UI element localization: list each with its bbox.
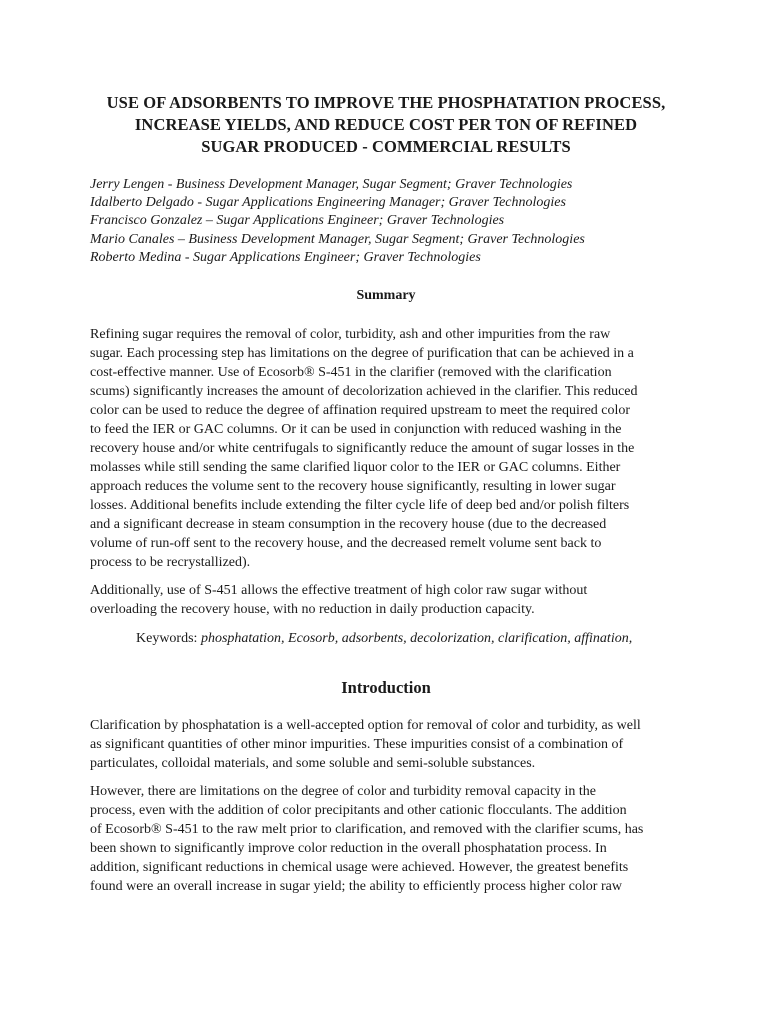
text-line: sugar. Each processing step has limitations on the degree of purification that can be achieved in a	[90, 346, 634, 362]
text-line: scums) significantly increases the amount of decolorization achieved in the clarifier. This reduced	[90, 384, 638, 400]
text-line: process to be recrystallized).	[90, 555, 251, 571]
keywords-values: phosphatation, Ecosorb, adsorbents, decolorization, clarification, affination,	[200, 631, 633, 647]
text-line: volume of run-off sent to the recovery house, and the decreased remelt volume sent back to	[90, 536, 602, 552]
text-line: losses. Additional benefits include extending the filter cycle life of deep bed and/or polish filters	[90, 498, 630, 514]
text-line: However, there are limitations on the degree of color and turbidity removal capacity in the	[90, 784, 596, 800]
text-line: particulates, colloidal materials, and some soluble and semi-soluble substances.	[90, 756, 536, 772]
text-line: found were an overall increase in sugar yield; the ability to efficiently process higher color raw	[90, 879, 622, 895]
author-line: Francisco Gonzalez – Sugar Applications Engineer; Graver Technologies	[90, 213, 505, 229]
text-line: approach reduces the volume sent to the recovery house significantly, resulting in lower sugar	[90, 479, 616, 495]
text-line: and a significant decrease in steam consumption in the recovery house (due to the decreased	[90, 517, 607, 533]
text-line: color can be used to reduce the degree of affination required upstream to meet the required color	[90, 403, 631, 419]
author-list	[90, 176, 682, 267]
text-line: been shown to significantly improve color reduction in the overall phosphatation process. In	[90, 841, 607, 857]
author-line: Roberto Medina - Sugar Applications Engineer; Graver Technologies	[90, 249, 481, 265]
keywords-line	[136, 629, 682, 648]
text-line: process, even with the addition of color precipitants and other cationic flocculants. The addition	[90, 803, 627, 819]
summary-paragraph	[90, 325, 682, 572]
introduction-heading: Introduction	[341, 678, 431, 698]
text-line: Clarification by phosphatation is a well-accepted option for removal of color and turbidity, as well	[90, 718, 641, 734]
summary-heading: Summary	[356, 288, 416, 304]
introduction-paragraph	[90, 716, 682, 773]
text-line: recovery house and/or white centrifugals to significantly reduce the amount of sugar losses in the	[90, 441, 635, 457]
text-line: of Ecosorb® S-451 to the raw melt prior to clarification, and removed with the clarifier scums, has	[90, 822, 644, 838]
text-line: addition, significant reductions in chemical usage were achieved. However, the greatest benefits	[90, 860, 629, 876]
text-line: overloading the recovery house, with no reduction in daily production capacity.	[90, 602, 535, 618]
author-line: Idalberto Delgado - Sugar Applications Engineering Manager; Graver Technologies	[90, 195, 566, 211]
title-line: INCREASE YIELDS, AND REDUCE COST PER TON OF REFINED	[134, 115, 638, 134]
author-line: Jerry Lengen - Business Development Manager, Sugar Segment; Graver Technologies	[90, 177, 573, 192]
text-line: Refining sugar requires the removal of color, turbidity, ash and other impurities from the raw	[90, 327, 611, 343]
paper-title	[90, 92, 682, 158]
text-line: molasses while still sending the same clarified liquor color to the IER or GAC columns. Either	[90, 460, 621, 476]
title-line: USE OF ADSORBENTS TO IMPROVE THE PHOSPHATATION PROCESS,	[106, 93, 666, 112]
summary-paragraph	[90, 581, 682, 619]
text-line: as significant quantities of other minor impurities. These impurities consist of a combination of	[90, 737, 624, 753]
introduction-paragraph	[90, 782, 682, 896]
text-line: Additionally, use of S-451 allows the effective treatment of high color raw sugar without	[90, 583, 588, 599]
keywords-label: Keywords:	[136, 631, 201, 647]
title-line: SUGAR PRODUCED - COMMERCIAL RESULTS	[201, 137, 571, 156]
text-line: cost-effective manner. Use of Ecosorb® S-451 in the clarifier (removed with the clarification	[90, 365, 612, 381]
text-line: to feed the IER or GAC columns. Or it can be used in conjunction with reduced washing in the	[90, 422, 622, 438]
author-line: Mario Canales – Business Development Manager, Sugar Segment; Graver Technologies	[90, 231, 585, 247]
